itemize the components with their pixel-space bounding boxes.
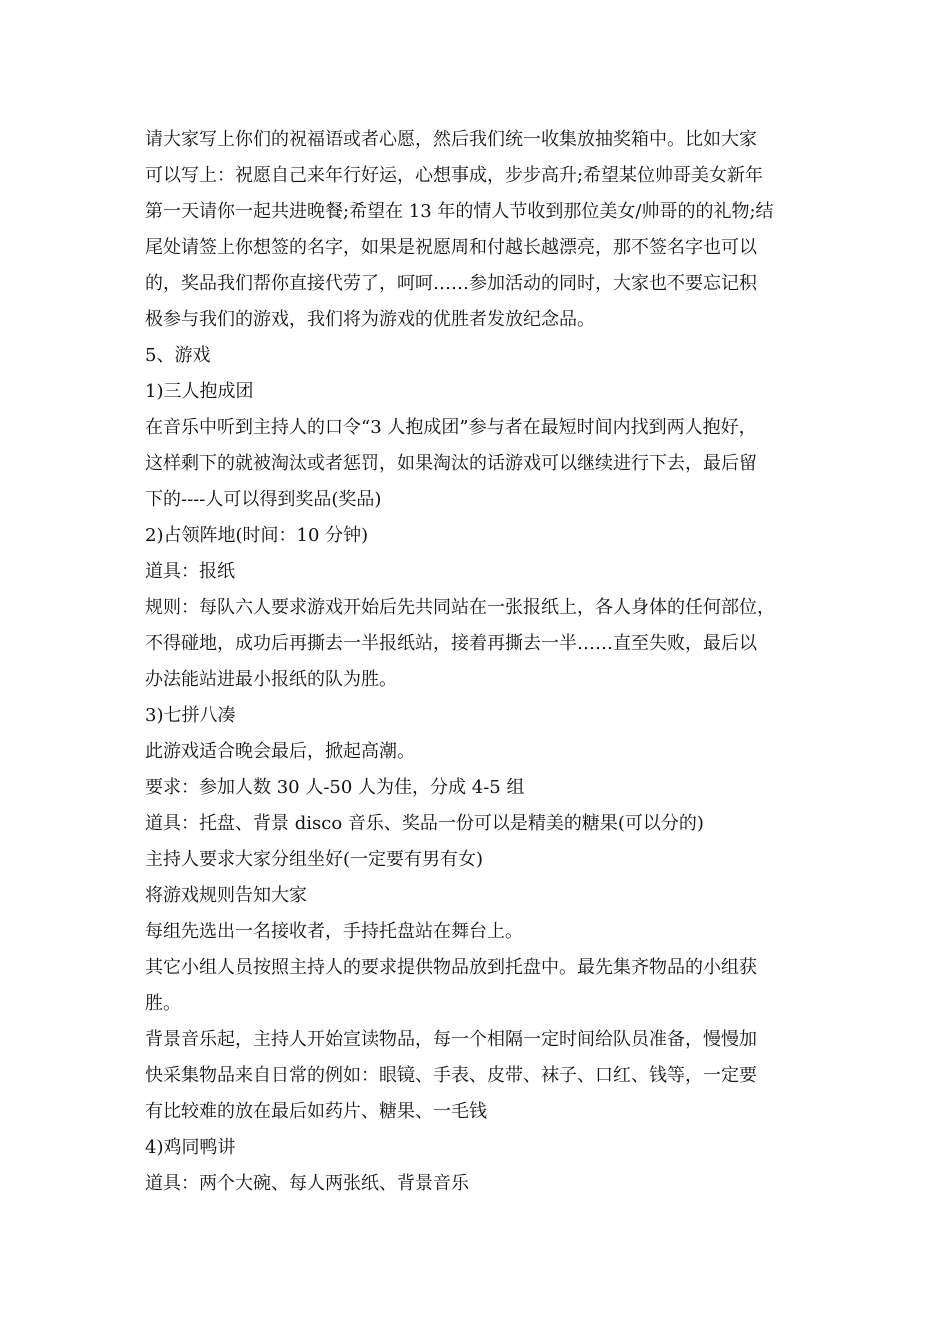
paragraph-line: 道具：报纸 xyxy=(145,561,235,582)
paragraph-line: 快采集物品来自日常的例如：眼镜、手表、皮带、袜子、口红、钱等，一定要 xyxy=(145,1065,757,1086)
paragraph-line: 将游戏规则告知大家 xyxy=(145,885,307,906)
paragraph-line: 主持人要求大家分组坐好(一定要有男有女) xyxy=(145,849,484,870)
paragraph-line: 第一天请你一起共进晚餐;希望在 13 年的情人节收到那位美女/帅哥的的礼物;结 xyxy=(145,201,774,222)
paragraph-line: 背景音乐起，主持人开始宣读物品，每一个相隔一定时间给队员准备，慢慢加 xyxy=(145,1029,757,1050)
paragraph-line: 不得碰地，成功后再撕去一半报纸站，接着再撕去一半……直至失败，最后以 xyxy=(145,633,757,654)
paragraph-line: 其它小组人员按照主持人的要求提供物品放到托盘中。最先集齐物品的小组获 xyxy=(145,957,757,978)
paragraph-line: 可以写上：祝愿自己来年行好运，心想事成，步步高升;希望某位帅哥美女新年 xyxy=(145,165,764,186)
paragraph-line: 道具：两个大碗、每人两张纸、背景音乐 xyxy=(145,1173,469,1194)
paragraph-line: 此游戏适合晚会最后，掀起高潮。 xyxy=(145,741,415,762)
paragraph-line: 有比较难的放在最后如药片、糖果、一毛钱 xyxy=(145,1101,487,1122)
paragraph-line: 请大家写上你们的祝福语或者心愿，然后我们统一收集放抽奖箱中。比如大家 xyxy=(145,129,757,150)
paragraph-line: 要求：参加人数 30 人-50 人为佳，分成 4-5 组 xyxy=(145,777,525,798)
paragraph-line: 每组先选出一名接收者，手持托盘站在舞台上。 xyxy=(145,921,523,942)
paragraph-line: 这样剩下的就被淘汰或者惩罚，如果淘汰的话游戏可以继续进行下去，最后留 xyxy=(145,453,757,474)
paragraph-line: 尾处请签上你想签的名字，如果是祝愿周和付越长越漂亮，那不签名字也可以 xyxy=(145,237,757,258)
game-title: 1)三人抱成团 xyxy=(145,381,254,402)
paragraph-line: 胜。 xyxy=(145,993,181,1014)
game-title: 4)鸡同鸭讲 xyxy=(145,1137,236,1158)
paragraph-line: 极参与我们的游戏，我们将为游戏的优胜者发放纪念品。 xyxy=(145,309,595,330)
paragraph-line: 的，奖品我们帮你直接代劳了，呵呵……参加活动的同时，大家也不要忘记积 xyxy=(145,273,757,294)
section-heading: 5、游戏 xyxy=(145,345,211,366)
document-page xyxy=(145,122,815,1202)
paragraph-line: 在音乐中听到主持人的口令“3 人抱成团”参与者在最短时间内找到两人抱好， xyxy=(145,417,757,438)
game-title: 3)七拼八凑 xyxy=(145,705,236,726)
paragraph-line: 道具：托盘、背景 disco 音乐、奖品一份可以是精美的糖果(可以分的) xyxy=(145,813,704,834)
paragraph-line: 规则：每队六人要求游戏开始后先共同站在一张报纸上，各人身体的任何部位， xyxy=(145,597,775,618)
paragraph-line: 办法能站进最小报纸的队为胜。 xyxy=(145,669,397,690)
game-title: 2)占领阵地(时间：10 分钟) xyxy=(145,525,369,546)
paragraph-line: 下的----人可以得到奖品(奖品) xyxy=(145,489,382,510)
